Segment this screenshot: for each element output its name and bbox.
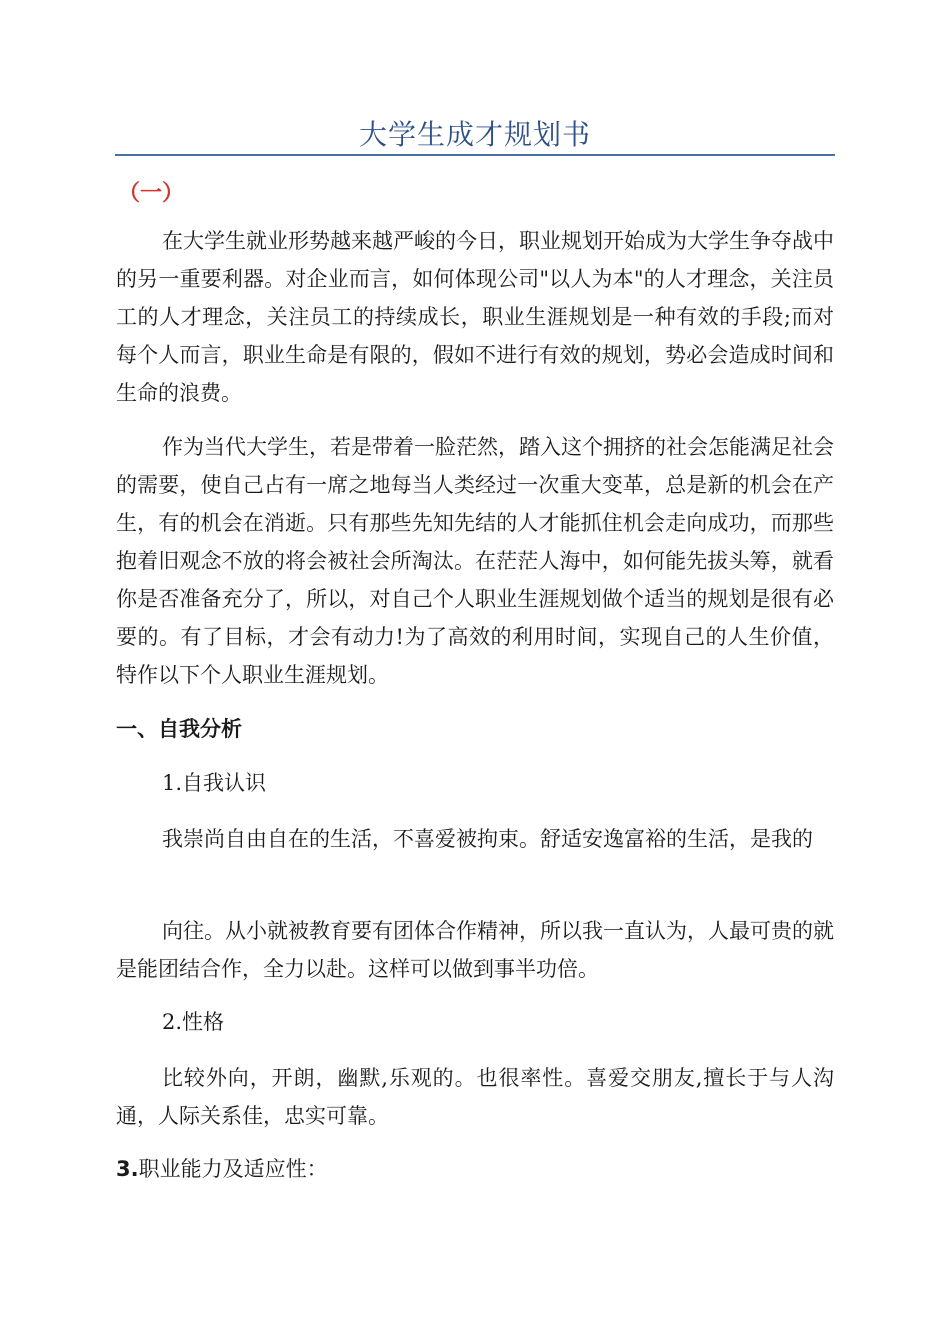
- self-knowledge-paragraph-b: 向往。从小就被教育要有团体合作精神，所以我一直认为，人最可贵的就是能团结合作，全力以赴。这样可以做到事半功倍。: [116, 919, 834, 981]
- personality-paragraph: 比较外向，开朗，幽默,乐观的。也很率性。喜爱交朋友,擅长于与人沟通，人际关系佳，忠实可靠。: [116, 1066, 834, 1128]
- intro-paragraph-2: 作为当代大学生，若是带着一脸茫然，踏入这个拥挤的社会怎能满足社会的需要，使自己占有一席之地每当人类经过一次重大变革，总是新的机会在产生，有的机会在消逝。只有那些先知先结的人才能抓住机会走向成功，而那些抱着旧观念不放的将会被社会所淘汰。在茫茫人海中，如何能先拔头筹，就看你是否准备充分了，所以，对自己个人职业生涯规划做个适当的规划是很有必要的。有了目标，才会有动力!为了高效的利用时间，实现自己的人生价值，特作以下个人职业生涯规划。: [116, 435, 834, 687]
- title-underline: [115, 154, 835, 156]
- subheading-self-knowledge: 1.自我认识: [162, 771, 267, 795]
- document-title: 大学生成才规划书: [358, 118, 591, 151]
- subheading-personality: 2.性格: [162, 1010, 225, 1034]
- intro-paragraph-1: 在大学生就业形势越来越严峻的今日，职业规划开始成为大学生争夺战中的另一重要利器。对企业而言，如何体现公司"以人为本"的人才理念，关注员工的人才理念，关注员工的持续成长，职业生涯规划是一种有效的手段;而对每个人而言，职业生命是有限的，假如不进行有效的规划，势必会造成时间和生命的浪费。: [116, 229, 834, 405]
- subheading-career-ability-text: 职业能力及适应性：: [138, 1157, 328, 1181]
- subheading-career-ability: [116, 1153, 328, 1185]
- subheading-career-ability-number: 3.: [116, 1157, 139, 1181]
- section-mark: （一）: [118, 181, 185, 206]
- self-knowledge-paragraph-a: 我崇尚自由自在的生活，不喜爱被拘束。舒适安逸富裕的生活，是我的: [162, 827, 813, 851]
- section-heading-self-analysis: 一、自我分析: [116, 717, 242, 741]
